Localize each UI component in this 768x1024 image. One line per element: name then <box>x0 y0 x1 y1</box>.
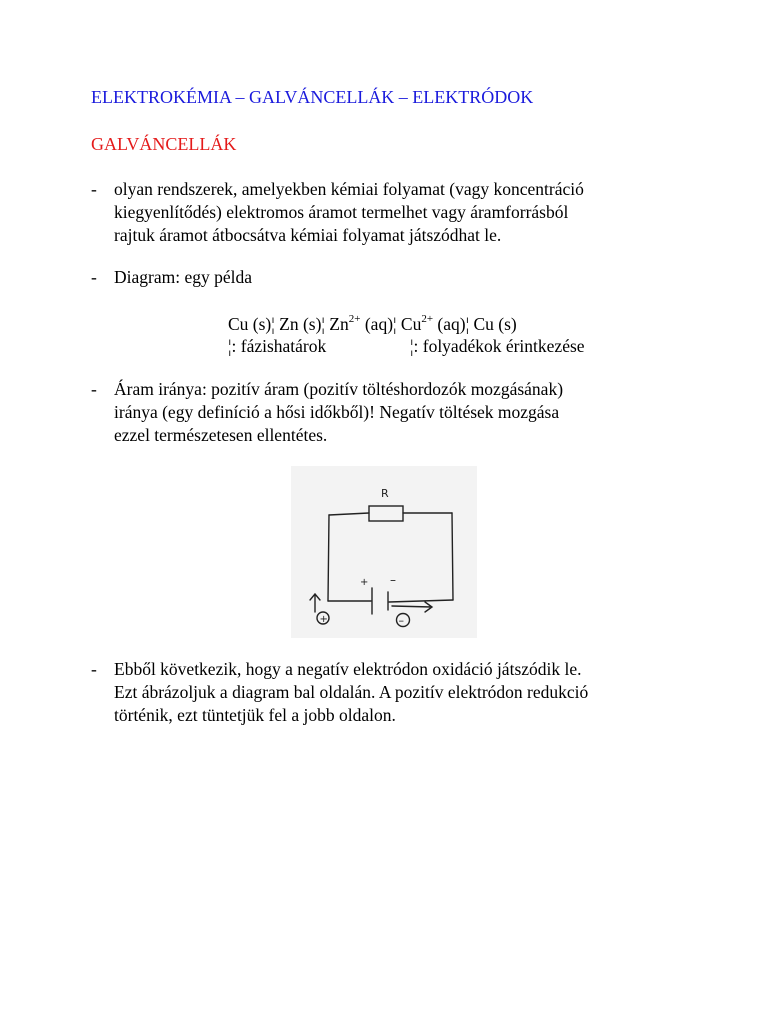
wire-left <box>328 515 329 601</box>
cell-notation-part-2: (aq)¦ Cu <box>360 314 422 334</box>
circuit-sketch <box>291 466 477 638</box>
bullet-3-line-1: Áram iránya: pozitív áram (pozitív töltéshordozók mozgásának) <box>114 379 564 399</box>
bullet-4-line-2: Ezt ábrázoljuk a diagram bal oldalán. A pozitív elektródon redukció <box>114 682 589 702</box>
wire-top-left <box>329 513 369 515</box>
bullet-marker: - <box>91 179 97 199</box>
battery-plus-label: + <box>360 577 369 588</box>
bullet-marker: - <box>91 379 97 399</box>
bullet-4-line-3: történik, ezt tüntetjük fel a jobb oldalon. <box>114 705 396 725</box>
cell-notation-part-1: Cu (s)¦ Zn (s)¦ Zn <box>228 314 349 334</box>
positive-circle-label: + <box>319 614 328 625</box>
bullet-1-line-3: rajtuk áramot átbocsátva kémiai folyamat játszódhat le. <box>114 225 502 245</box>
negative-current-arrow <box>392 602 432 612</box>
negative-circle-label: – <box>398 614 404 627</box>
bullet-1-text <box>114 178 704 247</box>
wire-bottom-right <box>389 600 453 602</box>
bullet-marker: - <box>91 659 97 679</box>
section-title: GALVÁNCELLÁK <box>91 134 237 154</box>
cell-notation-sup-2: 2+ <box>421 313 434 325</box>
bullet-3-text <box>114 378 704 447</box>
bullet-3-line-3: ezzel természetesen ellentétes. <box>114 425 328 445</box>
battery-minus-label: – <box>390 573 396 587</box>
bullet-marker: - <box>91 267 97 287</box>
bullet-3-line-2: iránya (egy definíció a hősi időkből)! Negatív töltések mozgása <box>114 402 560 422</box>
legend-liquid-junction: ¦: folyadékok érintkezése <box>410 336 585 356</box>
cell-notation-part-3: (aq)¦ Cu (s) <box>433 314 517 334</box>
circuit-diagram <box>291 466 477 638</box>
wire-right <box>452 513 453 600</box>
bullet-4-line-1: Ebből következik, hogy a negatív elektródon oxidáció játszódik le. <box>114 659 582 679</box>
bullet-2-text: Diagram: egy példa <box>114 267 253 287</box>
legend-phase-boundary: ¦: fázishatárok <box>228 336 327 356</box>
cell-notation-sup-1: 2+ <box>348 313 361 325</box>
bullet-1-line-2: kiegyenlítődés) elektromos áramot termelhet vagy áramforrásból <box>114 202 569 222</box>
positive-current-arrow <box>310 594 320 612</box>
page-heading: ELEKTROKÉMIA – GALVÁNCELLÁK – ELEKTRÓDOK <box>91 87 534 107</box>
bullet-4-text <box>114 658 704 727</box>
bullet-1-line-1: olyan rendszerek, amelyekben kémiai folyamat (vagy koncentráció <box>114 179 584 199</box>
resistor-label: R <box>381 487 389 500</box>
resistor-symbol <box>369 506 403 521</box>
